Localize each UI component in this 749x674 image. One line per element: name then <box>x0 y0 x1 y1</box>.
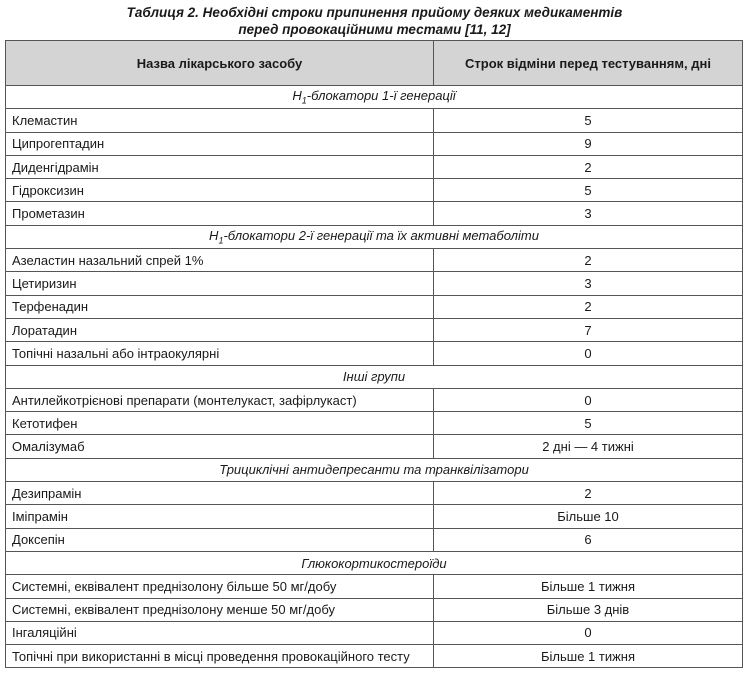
group-title <box>6 86 743 109</box>
drug-name-cell: Дезипрамін <box>6 482 434 505</box>
withdrawal-days-cell: 3 <box>434 202 743 225</box>
drug-name-cell: Топічні назальні або інтраокулярні <box>6 342 434 365</box>
withdrawal-days-cell: 2 <box>434 155 743 178</box>
drug-name-cell: Системні, еквівалент преднізолону менше 50 мг/добу <box>6 598 434 621</box>
drug-name-cell: Терфенадин <box>6 295 434 318</box>
group-row <box>6 365 743 388</box>
table-body <box>6 86 743 668</box>
group-title-text: -блокатори 2-ї генерації та їх активні метаболіти <box>223 228 539 244</box>
drug-name-cell: Топічні при використанні в місці проведення провокаційного тесту <box>6 645 434 668</box>
table-row <box>6 575 743 598</box>
table-row <box>6 435 743 458</box>
drug-name-cell: Диденгідрамін <box>6 155 434 178</box>
group-title-text: Трициклічні антидепресанти та транквілізатори <box>219 462 529 478</box>
table-row <box>6 621 743 644</box>
group-title <box>6 225 743 248</box>
group-title-text: -блокатори 1-ї генерації <box>306 88 456 104</box>
withdrawal-days-cell: 6 <box>434 528 743 551</box>
group-title-prefix: H <box>209 228 219 244</box>
caption-line-2: перед провокаційними тестами [11, 12] <box>238 22 511 37</box>
medication-table <box>5 40 743 668</box>
table-row <box>6 132 743 155</box>
caption-line-1: Таблиця 2. Необхідні строки припинення прийому деяких медикаментів <box>126 5 623 20</box>
table-row <box>6 342 743 365</box>
table-row <box>6 295 743 318</box>
group-row <box>6 225 743 248</box>
table-row <box>6 505 743 528</box>
withdrawal-days-cell: Більше 1 тижня <box>434 575 743 598</box>
withdrawal-days-cell: Більше 3 днів <box>434 598 743 621</box>
drug-name-cell: Азеластин назальний спрей 1% <box>6 249 434 272</box>
table-caption <box>0 0 749 38</box>
table-row <box>6 202 743 225</box>
group-title-text: Інші групи <box>342 369 406 385</box>
withdrawal-days-cell: 2 <box>434 482 743 505</box>
table-row <box>6 388 743 411</box>
drug-name-cell: Антилейкотрієнові препарати (монтелукаст, зафірлукаст) <box>6 388 434 411</box>
drug-name-cell: Гідроксизин <box>6 179 434 202</box>
group-row <box>6 551 743 574</box>
table-row <box>6 318 743 341</box>
withdrawal-days-cell: 9 <box>434 132 743 155</box>
withdrawal-days-cell: Більше 1 тижня <box>434 645 743 668</box>
drug-name-cell: Ципрогептадин <box>6 132 434 155</box>
drug-name-cell: Кетотифен <box>6 412 434 435</box>
withdrawal-days-cell: 0 <box>434 621 743 644</box>
table-row <box>6 412 743 435</box>
drug-name-cell: Лоратадин <box>6 318 434 341</box>
drug-name-cell: Іміпрамін <box>6 505 434 528</box>
group-title-prefix: H <box>292 88 302 104</box>
group-row <box>6 458 743 481</box>
withdrawal-days-cell: 5 <box>434 412 743 435</box>
header-row <box>6 41 743 86</box>
group-title-text: Глюкокортикостероїди <box>301 555 447 571</box>
withdrawal-days-cell: 7 <box>434 318 743 341</box>
drug-name-cell: Інгаляційні <box>6 621 434 644</box>
column-header-name: Назва лікарського засобу <box>6 41 434 86</box>
drug-name-cell: Омалізумаб <box>6 435 434 458</box>
withdrawal-days-cell: 2 <box>434 295 743 318</box>
table-row <box>6 482 743 505</box>
withdrawal-days-cell: 2 дні — 4 тижні <box>434 435 743 458</box>
table-row <box>6 645 743 668</box>
column-header-withdrawal: Строк відміни перед тестуванням, дні <box>434 41 743 86</box>
withdrawal-days-cell: 0 <box>434 342 743 365</box>
withdrawal-days-cell: 0 <box>434 388 743 411</box>
group-row <box>6 86 743 109</box>
withdrawal-days-cell: 3 <box>434 272 743 295</box>
withdrawal-days-cell: 5 <box>434 109 743 132</box>
group-title <box>6 551 743 574</box>
table-row <box>6 179 743 202</box>
drug-name-cell: Клемастин <box>6 109 434 132</box>
drug-name-cell: Цетиризин <box>6 272 434 295</box>
table-row <box>6 598 743 621</box>
group-title <box>6 458 743 481</box>
table-row <box>6 155 743 178</box>
withdrawal-days-cell: 2 <box>434 249 743 272</box>
group-title <box>6 365 743 388</box>
drug-name-cell: Системні, еквівалент преднізолону більше 50 мг/добу <box>6 575 434 598</box>
group-title-subscript: 1 <box>301 95 307 106</box>
table-row <box>6 249 743 272</box>
drug-name-cell: Доксепін <box>6 528 434 551</box>
group-title-subscript: 1 <box>218 235 224 246</box>
table-row <box>6 272 743 295</box>
table-row <box>6 528 743 551</box>
table-row <box>6 109 743 132</box>
withdrawal-days-cell: 5 <box>434 179 743 202</box>
drug-name-cell: Прометазин <box>6 202 434 225</box>
withdrawal-days-cell: Більше 10 <box>434 505 743 528</box>
